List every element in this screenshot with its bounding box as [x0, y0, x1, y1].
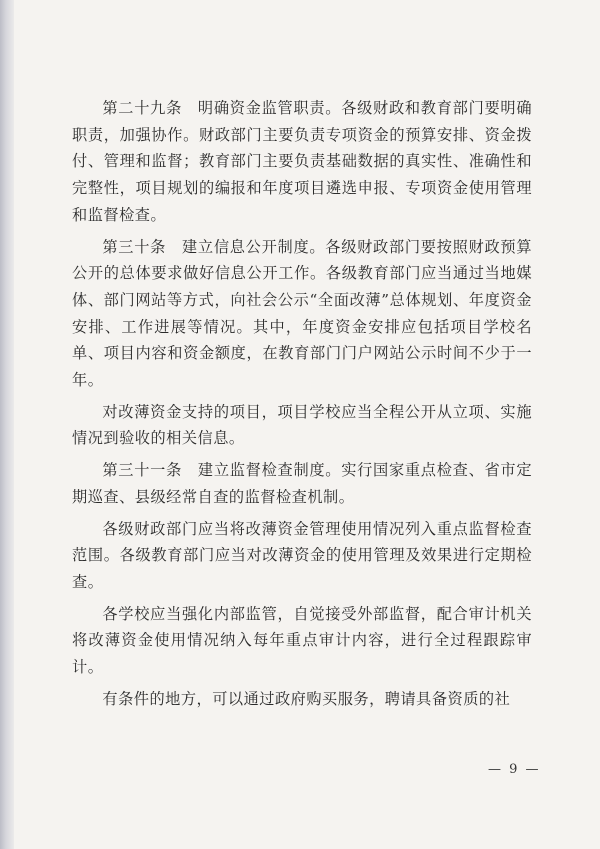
paragraph-purchase-services	[72, 686, 532, 713]
paragraph-text: 有条件的地方，可以通过政府购买服务，聘请具备资质的社	[102, 689, 511, 708]
paragraph-text: 各学校应当强化内部监管，自觉接受外部监督，配合审计机关将改薄资金使用情况纳入每年重点审计内容，进行全过程跟踪审计。	[72, 604, 532, 677]
paragraph-text: 各级财政部门应当将改薄资金管理使用情况列入重点监督检查范围。各级教育部门应当对改薄资金的使用管理及效果进行定期检查。	[72, 519, 532, 591]
paragraph-text: 建立信息公开制度。各级财政部门要按照财政预算公开的总体要求做好信息公开工作。各级教育部门应当通过当地媒体、部门网站等方式，向社会公示“全面改薄”总体规划、年度资金安排、工作进展等情况。其中，年度资金安排应包括项目学校名单、项目内容和资金额度，在教育部门门户网站公示时间不少于一年。	[72, 237, 533, 390]
paragraph-finance-supervision	[72, 516, 532, 596]
paragraph-disclosure	[72, 399, 532, 452]
document-body	[72, 95, 532, 712]
article-number: 第二十九条	[102, 99, 182, 117]
article-number: 第三十一条	[102, 461, 182, 480]
paragraph-text: 对改薄资金支持的项目，项目学校应当全程公开从立项、实施情况到验收的相关信息。	[72, 402, 532, 448]
paragraph-article-31	[72, 457, 532, 510]
page-number: — 9 —	[488, 762, 541, 777]
scan-edge-shadow	[0, 0, 14, 849]
paragraph-school-supervision	[72, 601, 532, 681]
paragraph-article-30	[72, 234, 532, 394]
article-number: 第三十条	[102, 237, 167, 256]
paragraph-text: 建立监督检查制度。实行国家重点检查、省市定期巡查、县级经常自查的监督检查机制。	[72, 461, 533, 506]
paragraph-article-29	[72, 95, 532, 229]
paragraph-text: 明确资金监管职责。各级财政和教育部门要明确职责，加强协作。财政部门主要负责专项资金的预算安排、资金拨付、管理和监督；教育部门主要负责基础数据的真实性、准确性和完整性，项目规划的编报和年度项目遴选申报、专项资金使用管理和监督检查。	[72, 99, 533, 224]
